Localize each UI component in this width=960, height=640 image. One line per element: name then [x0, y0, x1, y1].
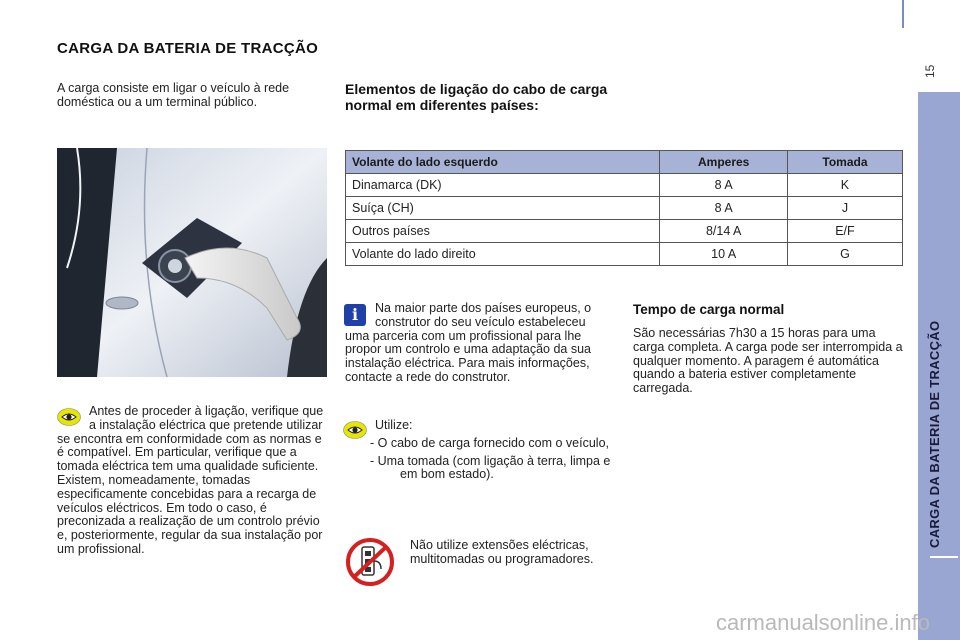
use-list: [345, 437, 620, 482]
table-cell: Suíça (CH): [346, 197, 660, 220]
info-note: [345, 302, 610, 385]
column-header: Amperes: [660, 151, 787, 174]
top-rule: [902, 0, 904, 28]
no-extension-icon: [345, 537, 395, 587]
intro-text: A carga consiste em ligar o veículo à rede doméstica ou a um terminal público.: [57, 81, 290, 109]
eye-icon: [57, 408, 81, 426]
warning-text: Antes de proceder à ligação, verifique que a instalação eléctrica que pretende utilizar se encontra em conformidade com as normas e é compatível. Em particular, verifique que a tomada eléctrica tem uma qualidade suficiente. Existem, nomeadamente, tomadas especificamente concebidas para a recarga de veículos eléctricos. Em todo o caso, é preconizada a realização de um controlo prévio e, posteriormente, regular da sua instalação por um profissional.: [57, 404, 324, 556]
connection-heading: Elementos de ligação do cabo de carga normal em diferentes países:: [345, 81, 608, 113]
table-row: [346, 174, 903, 197]
sidebar-rule: [930, 556, 958, 558]
table-cell: G: [787, 243, 902, 266]
page-title: CARGA DA BATERIA DE TRACÇÃO: [57, 40, 319, 57]
charging-plug-illustration: [57, 148, 327, 377]
table-row: [346, 243, 903, 266]
column-header: Tomada: [787, 151, 902, 174]
table-header-row: [346, 151, 903, 174]
warning-note: [57, 405, 327, 557]
column-header: Volante do lado esquerdo: [346, 151, 660, 174]
use-label: Utilize:: [375, 418, 413, 432]
watermark: carmanualsonline.info: [715, 610, 930, 635]
info-icon: i: [344, 304, 366, 326]
no-extension-text: Não utilize extensões eléctricas, multitomadas ou programadores.: [410, 538, 594, 566]
table-cell: E/F: [787, 220, 902, 243]
table-cell: K: [787, 174, 902, 197]
table-row: [346, 220, 903, 243]
table-cell: 8 A: [660, 197, 787, 220]
use-note: [345, 419, 620, 486]
page-number: 15: [923, 64, 937, 78]
table-row: [346, 197, 903, 220]
table-cell: Dinamarca (DK): [346, 174, 660, 197]
table-cell: Outros países: [346, 220, 660, 243]
table-cell: 8/14 A: [660, 220, 787, 243]
charge-time-text: São necessárias 7h30 a 15 horas para uma carga completa. A carga pode ser interrompida a qualquer momento. A paragem é automática quando a bateria estiver completamente carregada.: [633, 326, 903, 396]
info-text: Na maior parte dos países europeus, o construtor do seu veículo estabeleceu uma parceria com um profissional para lhe propor um controlo e uma adaptação da sua instalação eléctrica. Para mais informações, contacte a rede do construtor.: [345, 301, 592, 384]
table-cell: 8 A: [660, 174, 787, 197]
connection-table: [345, 150, 903, 266]
table-cell: 10 A: [660, 243, 787, 266]
charge-time-heading: Tempo de carga normal: [633, 302, 785, 317]
table-cell: Volante do lado direito: [346, 243, 660, 266]
table-cell: J: [787, 197, 902, 220]
list-item: - Uma tomada (com ligação à terra, limpa e em bom estado).: [370, 453, 611, 482]
list-item: - O cabo de carga fornecido com o veículo,: [370, 435, 610, 450]
sidebar-label: CARGA DA BATERIA DE TRACÇÃO: [927, 320, 942, 548]
charging-photo: [57, 148, 327, 377]
